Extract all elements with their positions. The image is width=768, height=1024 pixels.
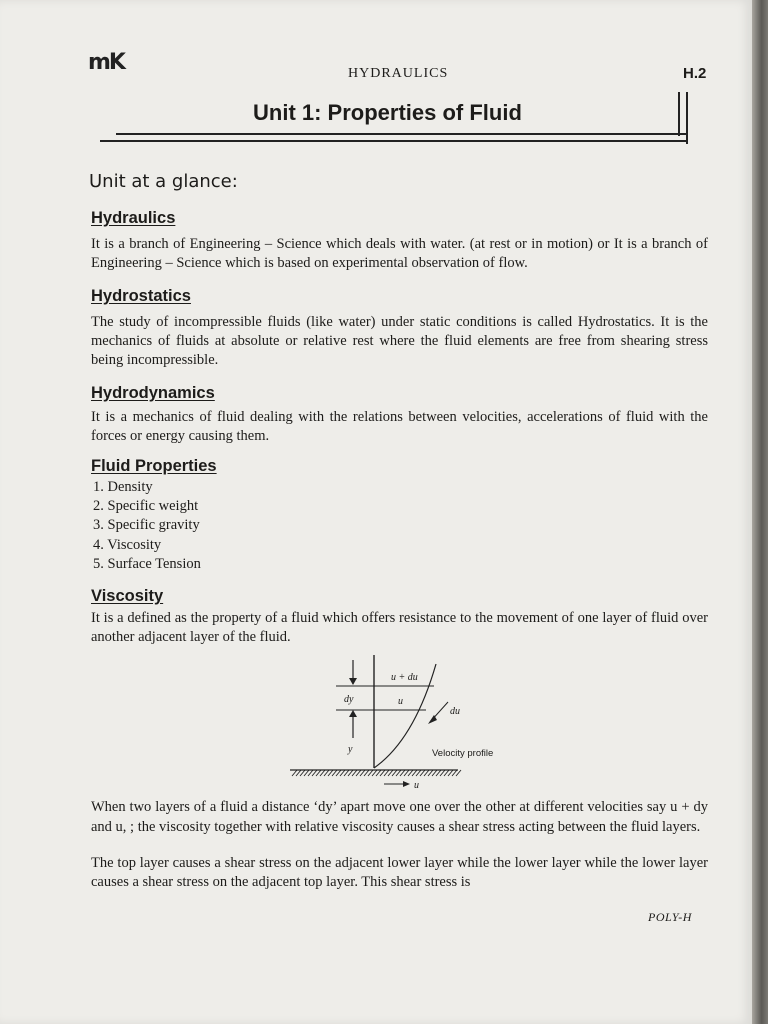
hydrostatics-text: The study of incompressible fluids (like water) under static conditions is called Hydrostatics. It is the mechanics of fluids at absolute or relative rest where the fluid elements are free from shearing stress being incompressible. bbox=[91, 314, 708, 368]
publisher-logo: mK bbox=[88, 50, 124, 75]
u-axis-label: u bbox=[414, 780, 419, 791]
list-item: 4. Viscosity bbox=[93, 536, 162, 553]
title-rule-double bbox=[100, 140, 688, 142]
dy-arrowhead-bottom bbox=[349, 710, 357, 717]
list-item: 2. Specific weight bbox=[93, 498, 199, 515]
viscosity-text-3: The top layer causes a shear stress on the adjacent lower layer while the lower layer while the lower layer causes a shear stress on the adjacent top layer. This shear stress is bbox=[91, 855, 708, 890]
u-plus-du-label: u + du bbox=[391, 672, 418, 683]
ground-hatching bbox=[292, 770, 461, 776]
glance-heading: Unit at a glance: bbox=[89, 171, 238, 192]
list-item: 5. Surface Tension bbox=[93, 555, 201, 572]
list-item: 1. Density bbox=[93, 479, 153, 495]
title-rule bbox=[116, 133, 686, 135]
hydrodynamics-heading: Hydrodynamics bbox=[91, 384, 215, 402]
page-edge-shadow bbox=[752, 0, 768, 1024]
hydraulics-heading: Hydraulics bbox=[91, 209, 176, 227]
u-label: u bbox=[398, 696, 403, 707]
page-number: H.2 bbox=[683, 65, 707, 82]
footer-mark: POLY-H bbox=[648, 910, 692, 924]
list-item: 3. Specific gravity bbox=[93, 517, 200, 534]
unit-title: Unit 1: Properties of Fluid bbox=[253, 100, 522, 125]
title-bracket-double bbox=[686, 92, 688, 144]
viscosity-text-2: When two layers of a fluid a distance ‘dy’ apart move one over the other at different velocities say u + dy and u, ; the viscosity together with relative viscosity causes a shear stress acting between the fluid layers. bbox=[91, 799, 708, 835]
title-bracket bbox=[678, 92, 680, 136]
fluid-properties-list bbox=[93, 478, 201, 574]
velocity-profile-label: Velocity profile bbox=[432, 748, 494, 759]
du-label: du bbox=[450, 706, 460, 717]
hydraulics-text: It is a branch of Engineering – Science which deals with water. (at rest or in motion) or It is a branch of Engineering – Science which is based on experimental observation of flow. bbox=[91, 236, 708, 271]
fluid-properties-heading: Fluid Properties bbox=[91, 457, 217, 475]
viscosity-text: It is a defined as the property of a fluid which offers resistance to the movement of one layer of fluid over another adjacent layer of the fluid. bbox=[91, 610, 708, 645]
velocity-profile-diagram bbox=[286, 650, 494, 791]
viscosity-heading: Viscosity bbox=[91, 587, 164, 605]
dy-label: dy bbox=[344, 694, 354, 705]
running-head: HYDRAULICS bbox=[348, 66, 449, 81]
u-axis-arrowhead bbox=[403, 781, 410, 787]
y-label: y bbox=[348, 744, 353, 755]
hydrostatics-heading: Hydrostatics bbox=[91, 287, 191, 305]
dy-arrowhead-top bbox=[349, 678, 357, 685]
hydrodynamics-text: It is a mechanics of fluid dealing with the relations between velocities, accelerations of fluid with the forces or energy causing them. bbox=[91, 409, 708, 444]
